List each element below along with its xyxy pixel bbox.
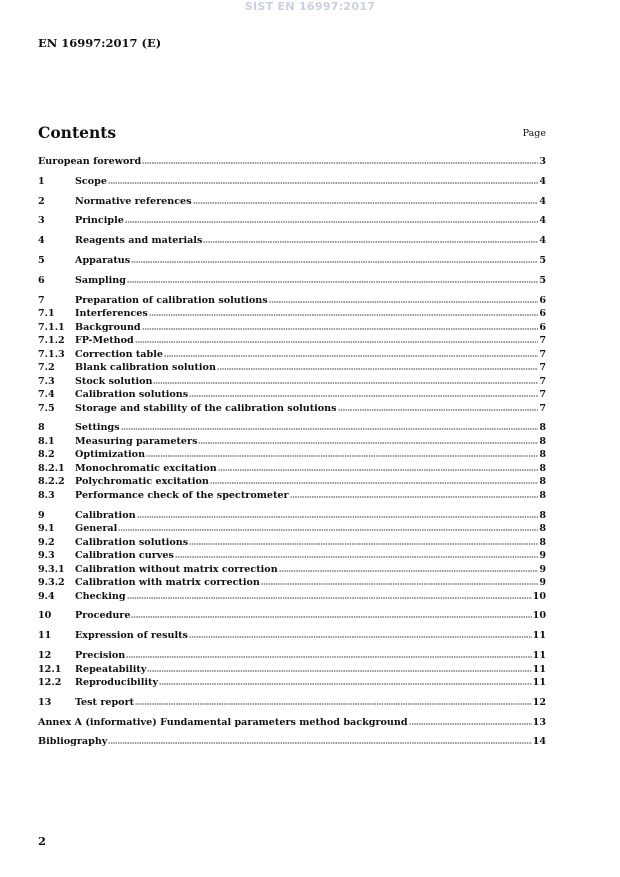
toc-leader-dots (149, 308, 538, 316)
toc-entry-title: Interferences (75, 308, 148, 320)
toc-entry-page: 6 (539, 308, 546, 320)
toc-entry-page: 7 (539, 402, 546, 414)
toc-entry-title: Correction table (75, 348, 163, 360)
toc-entry-title: Settings (75, 422, 120, 434)
toc-entry-page: 4 (539, 195, 546, 207)
toc-entry-title: European foreword (38, 156, 142, 167)
toc-entry-page: 8 (539, 489, 546, 501)
toc-entry-page: 10 (532, 610, 546, 622)
toc-entry[interactable] (38, 523, 546, 537)
toc-entry-page: 7 (539, 335, 546, 347)
toc-entry-number: 8.2 (38, 449, 55, 461)
toc-entry-number: 8.1 (38, 435, 55, 447)
toc-entry[interactable] (38, 335, 546, 349)
toc-leader-dots (142, 322, 538, 330)
toc-entry-title: Reproducibility (75, 677, 159, 689)
toc-entry-title: FP-Method (75, 335, 134, 347)
toc-entry-number: 8 (38, 422, 45, 434)
document-id: EN 16997:2017 (E) (38, 36, 162, 50)
page-column-label: Page (522, 128, 546, 139)
toc-leader-dots (135, 697, 532, 705)
toc-entry-page: 11 (532, 650, 546, 662)
toc-entry-page: 7 (539, 362, 546, 374)
toc-entry-title: Calibration solutions (75, 389, 189, 401)
toc-leader-dots (290, 490, 538, 498)
toc-leader-dots (131, 610, 531, 618)
toc-entry-title: Principle (75, 215, 124, 227)
toc-entry-page: 9 (539, 577, 546, 589)
toc-entry-title: Optimization (75, 449, 146, 461)
toc-entry-number: 8.3 (38, 489, 55, 501)
toc-entry-title: Blank calibration solution (75, 362, 216, 374)
toc-entry-number: 11 (38, 630, 52, 642)
toc-entry-title: Annex A (informative) Fundamental parameters method background (38, 716, 408, 728)
toc-entry-number: 13 (38, 696, 52, 708)
toc-entry-number: 7.5 (38, 402, 55, 414)
toc-leader-dots (126, 650, 531, 658)
toc-entry-page: 6 (539, 321, 546, 333)
toc-entry[interactable] (38, 322, 546, 336)
toc-leader-dots (121, 422, 538, 430)
toc-entry[interactable] (38, 389, 546, 403)
toc-entry-page: 8 (539, 449, 546, 461)
toc-leader-dots (137, 510, 538, 518)
toc-entry-page: 12 (532, 696, 546, 708)
toc-leader-dots (279, 564, 538, 572)
page-number: 2 (38, 834, 47, 848)
toc-leader-dots (409, 717, 532, 725)
toc-leader-dots (338, 403, 538, 411)
toc-entry[interactable] (38, 275, 546, 289)
toc-entry-title: Storage and stability of the calibration solutions (75, 402, 337, 414)
toc-entry-title: Bibliography (38, 736, 108, 748)
toc-entry-page: 11 (532, 677, 546, 689)
toc-leader-dots (189, 630, 532, 638)
toc-entry-number: 9.4 (38, 590, 55, 602)
toc-leader-dots (146, 449, 538, 457)
toc-entry-page: 10 (532, 590, 546, 602)
toc-entry-title: Background (75, 321, 141, 333)
toc-entry-title: Calibration with matrix correction (75, 577, 260, 589)
toc-entry[interactable] (38, 650, 546, 664)
toc-leader-dots (189, 389, 538, 397)
toc-entry[interactable] (38, 176, 546, 190)
toc-entry-number: 10 (38, 610, 52, 622)
toc-entry-title: Precision (75, 650, 126, 662)
contents-title: Contents (38, 123, 117, 142)
toc-leader-dots (127, 275, 538, 283)
toc-entry-title: Procedure (75, 610, 131, 622)
toc-entry-page: 8 (539, 536, 546, 548)
toc-entry-page: 4 (539, 175, 546, 187)
watermark: SIST EN 16997:2017 (244, 0, 376, 13)
toc-entry[interactable] (38, 235, 546, 249)
toc-entry-page: 6 (539, 294, 546, 306)
toc-entry[interactable] (38, 564, 546, 578)
toc-entry-number: 7.1.2 (38, 335, 65, 347)
toc-leader-dots (159, 677, 532, 685)
toc-leader-dots (108, 176, 538, 184)
toc-leader-dots (217, 362, 538, 370)
toc-entry-number: 9.3.1 (38, 563, 65, 575)
toc-entry-title: Polychromatic excitation (75, 476, 209, 488)
toc-entry-title: Test report (75, 696, 135, 708)
toc-entry-page: 8 (539, 476, 546, 488)
toc-entry-number: 12 (38, 650, 52, 662)
toc-entry-number: 9.3.2 (38, 577, 65, 589)
toc-entry-number: 9 (38, 509, 45, 521)
toc-entry-number: 2 (38, 195, 45, 207)
toc-entry-title: Apparatus (75, 254, 131, 266)
toc-entry[interactable] (38, 422, 546, 436)
toc-entry-number: 5 (38, 254, 45, 266)
toc-entry-page: 5 (539, 254, 546, 266)
toc-entry-title: Expression of results (75, 630, 188, 642)
toc-entry-page: 3 (539, 156, 546, 167)
toc-entry-title: Checking (75, 590, 126, 602)
toc-entry[interactable] (38, 349, 546, 363)
toc-entry-number: 7 (38, 294, 45, 306)
toc-entry-number: 8.2.1 (38, 462, 65, 474)
toc-entry[interactable] (38, 436, 546, 450)
toc-entry-title: Scope (75, 175, 107, 187)
toc-entry-number: 9.3 (38, 550, 55, 562)
toc-entry-page: 14 (532, 736, 546, 748)
toc-entry-title: Calibration without matrix correction (75, 563, 278, 575)
toc-entry[interactable] (38, 463, 546, 477)
toc-entry[interactable] (38, 697, 546, 711)
toc-leader-dots (108, 736, 531, 744)
toc-entry-number: 12.1 (38, 663, 62, 675)
toc-leader-dots (175, 550, 538, 558)
toc-entry-title: Normative references (75, 195, 192, 207)
toc-leader-dots (118, 523, 538, 531)
toc-entry[interactable] (38, 215, 546, 229)
toc-entry-title: Sampling (75, 274, 126, 286)
table-of-contents (38, 156, 546, 750)
toc-entry[interactable] (38, 577, 546, 591)
toc-entry[interactable] (38, 476, 546, 490)
toc-entry-title: Calibration solutions (75, 536, 189, 548)
toc-entry-title: Repeatability (75, 663, 147, 675)
toc-entry[interactable] (38, 362, 546, 376)
toc-entry-number: 7.1.1 (38, 321, 65, 333)
toc-leader-dots (203, 235, 538, 243)
toc-entry[interactable] (38, 449, 546, 463)
toc-leader-dots (153, 376, 538, 384)
toc-entry[interactable] (38, 537, 546, 551)
toc-leader-dots (135, 335, 538, 343)
toc-leader-dots (198, 436, 538, 444)
toc-entry[interactable] (38, 196, 546, 210)
toc-entry-number: 12.2 (38, 677, 62, 689)
toc-entry-number: 3 (38, 215, 45, 227)
toc-entry-number: 7.4 (38, 389, 55, 401)
toc-leader-dots (218, 463, 538, 471)
toc-entry[interactable] (38, 550, 546, 564)
toc-entry[interactable] (38, 630, 546, 644)
toc-entry-number: 1 (38, 175, 45, 187)
toc-leader-dots (125, 215, 538, 223)
toc-entry-title: General (75, 523, 118, 535)
toc-entry[interactable] (38, 736, 546, 750)
toc-entry-title: Stock solution (75, 375, 153, 387)
toc-entry-title: Reagents and materials (75, 235, 203, 247)
toc-entry-page: 13 (532, 716, 546, 728)
toc-leader-dots (189, 537, 538, 545)
toc-entry-number: 6 (38, 274, 45, 286)
toc-entry-page: 8 (539, 462, 546, 474)
toc-entry[interactable] (38, 717, 546, 731)
toc-entry-number: 7.1 (38, 308, 55, 320)
toc-entry[interactable] (38, 591, 546, 605)
toc-entry-number: 8.2.2 (38, 476, 65, 488)
toc-entry-page: 7 (539, 389, 546, 401)
toc-leader-dots (210, 476, 538, 484)
toc-entry[interactable] (38, 510, 546, 524)
toc-entry-page: 7 (539, 375, 546, 387)
toc-leader-dots (131, 255, 538, 263)
toc-entry-page: 4 (539, 235, 546, 247)
toc-entry[interactable] (38, 308, 546, 322)
toc-entry[interactable] (38, 664, 546, 678)
toc-leader-dots (142, 156, 538, 164)
toc-entry-title: Performance check of the spectrometer (75, 489, 289, 501)
toc-leader-dots (193, 196, 538, 204)
toc-entry-number: 7.2 (38, 362, 55, 374)
toc-entry-page: 11 (532, 663, 546, 675)
toc-entry[interactable] (38, 610, 546, 624)
toc-entry-page: 8 (539, 422, 546, 434)
toc-entry-page: 9 (539, 550, 546, 562)
toc-entry-page: 4 (539, 215, 546, 227)
toc-leader-dots (164, 349, 538, 357)
toc-leader-dots (261, 577, 538, 585)
toc-entry-page: 8 (539, 523, 546, 535)
toc-entry-page: 5 (539, 274, 546, 286)
toc-entry-number: 9.1 (38, 523, 55, 535)
toc-entry[interactable] (38, 255, 546, 269)
toc-entry-number: 7.1.3 (38, 348, 65, 360)
toc-entry[interactable] (38, 295, 546, 309)
toc-entry-number: 9.2 (38, 536, 55, 548)
toc-entry-page: 11 (532, 630, 546, 642)
toc-entry-title: Measuring parameters (75, 435, 198, 447)
toc-entry-title: Preparation of calibration solutions (75, 294, 268, 306)
toc-entry[interactable] (38, 156, 546, 170)
toc-entry-page: 8 (539, 509, 546, 521)
toc-entry[interactable] (38, 376, 546, 390)
toc-entry-title: Monochromatic excitation (75, 462, 217, 474)
toc-entry-page: 9 (539, 563, 546, 575)
toc-entry-number: 7.3 (38, 375, 55, 387)
toc-entry-number: 4 (38, 235, 45, 247)
toc-entry-title: Calibration (75, 509, 136, 521)
toc-entry-page: 7 (539, 348, 546, 360)
toc-leader-dots (269, 295, 538, 303)
toc-leader-dots (147, 664, 531, 672)
toc-leader-dots (127, 591, 532, 599)
toc-entry-page: 8 (539, 435, 546, 447)
toc-entry-title: Calibration curves (75, 550, 174, 562)
toc-entry[interactable] (38, 403, 546, 417)
toc-entry[interactable] (38, 490, 546, 504)
toc-entry[interactable] (38, 677, 546, 691)
